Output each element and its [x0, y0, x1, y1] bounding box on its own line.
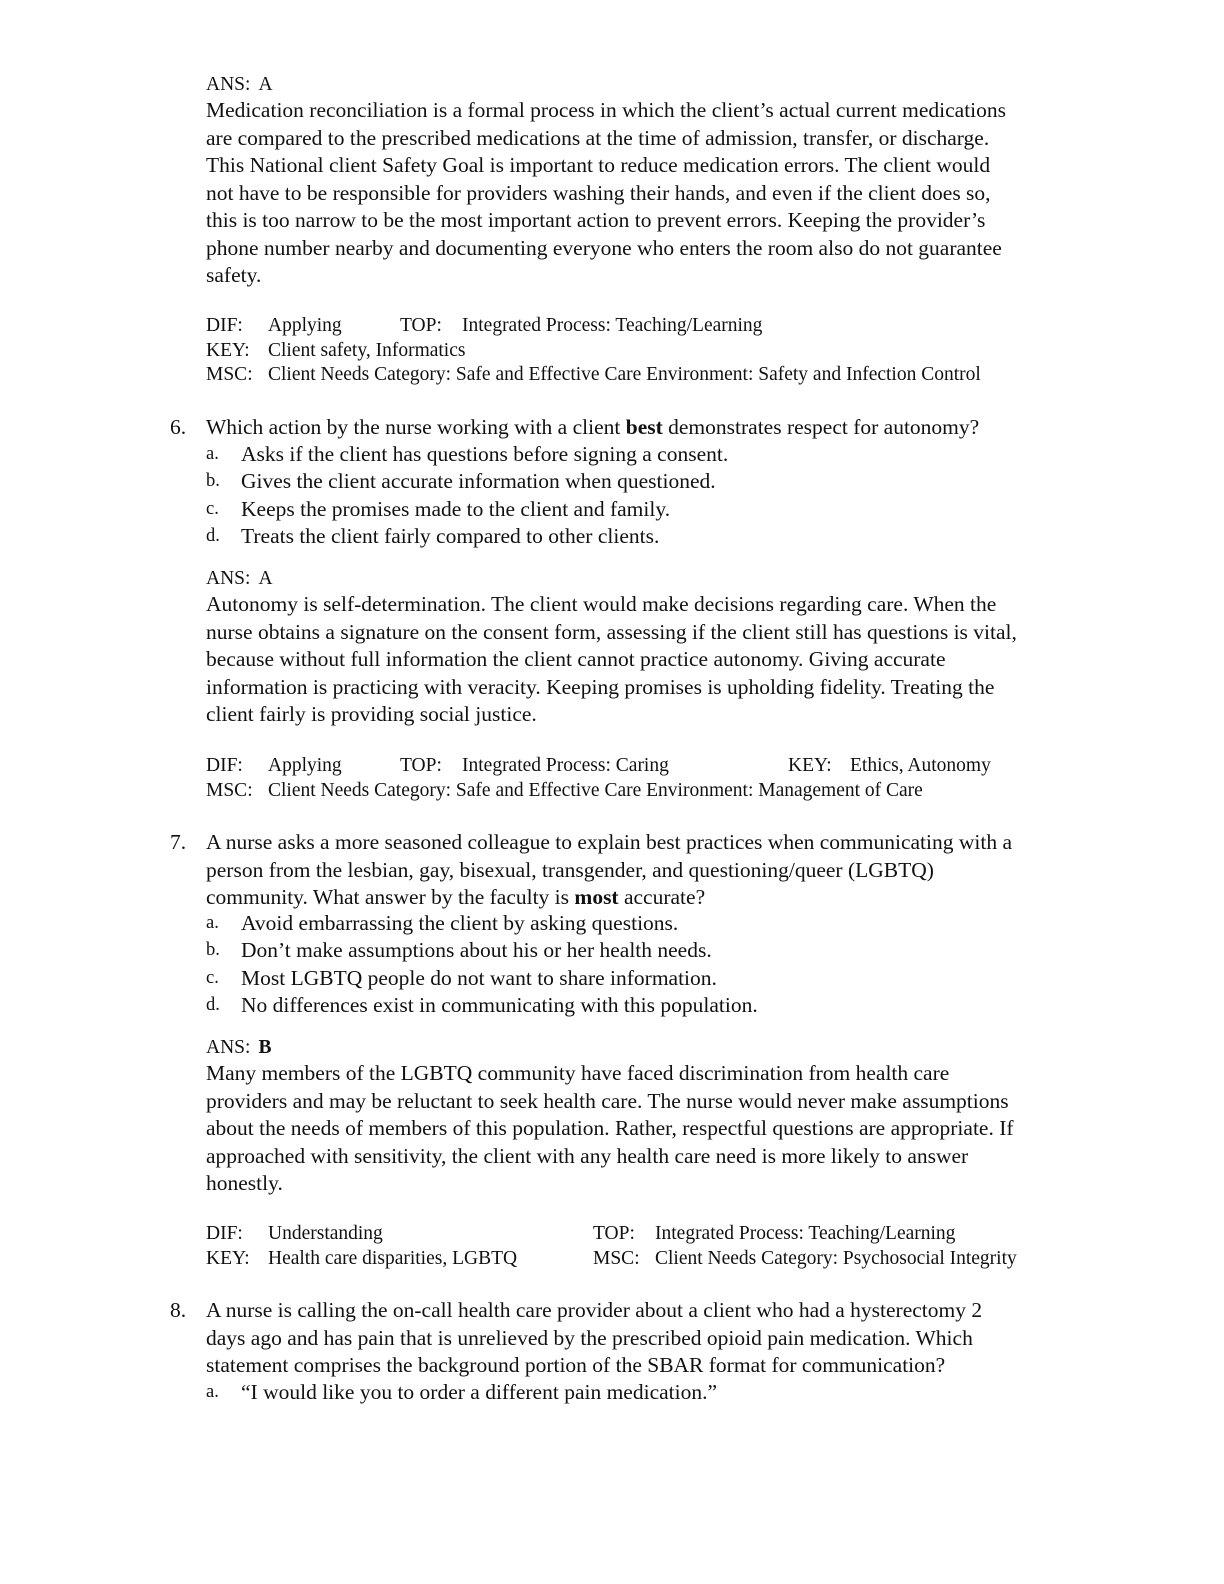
rationale-line: client fairly is providing social justice. [206, 702, 537, 726]
dif-value: Applying [268, 755, 342, 776]
stem-line: days ago and has pain that is unrelieved by the prescribed opioid pain medication. Which [206, 1325, 973, 1350]
stem-line: A nurse is calling the on-call health care provider about a client who had a hysterectomy 2 [206, 1298, 983, 1322]
option-text: Gives the client accurate information when questioned. [241, 469, 716, 493]
rationale-line: honestly. [206, 1171, 283, 1195]
metadata-row-key-msc [206, 1247, 1126, 1272]
stem-emphasis: most [574, 885, 619, 909]
key-label: KEY: [788, 755, 832, 776]
metadata-row-key [206, 339, 1126, 364]
option-text: Don’t make assumptions about his or her health needs. [241, 938, 712, 962]
stem-emphasis: best [625, 415, 663, 439]
stem-text: accurate? [618, 885, 706, 909]
question-number: 7. [170, 830, 187, 854]
stem-line: statement comprises the background portion of the SBAR format for communication? [206, 1353, 946, 1377]
answer-label-q7 [206, 1036, 271, 1060]
option-letter: c. [206, 968, 219, 988]
answer-value: B [258, 1037, 272, 1058]
rationale-line: information is practicing with veracity. Keeping promises is upholding fidelity. Treating the [206, 674, 995, 699]
option-letter: c. [206, 499, 219, 519]
option-letter: a. [206, 913, 219, 933]
rationale-line: because without full information the client cannot practice autonomy. Giving accurate [206, 647, 946, 671]
answer-label-q6 [206, 567, 273, 591]
question-stem [206, 414, 1126, 442]
metadata-row-dif-top-key [206, 754, 1126, 779]
rationale-line: Many members of the LGBTQ community have faced discrimination from health care [206, 1061, 950, 1085]
metadata-q5 [206, 314, 1126, 388]
question-number: 6. [170, 415, 187, 439]
rationale-line: providers and may be reluctant to seek health care. The nurse would never make assumptions [206, 1088, 1009, 1113]
option-letter: b. [206, 471, 220, 491]
option-text: Most LGBTQ people do not want to share information. [241, 966, 717, 990]
dif-label: DIF: [206, 1223, 243, 1244]
key-label: KEY: [206, 339, 250, 361]
answer-label-q5 [206, 73, 273, 97]
top-value: Integrated Process: Caring [462, 755, 669, 776]
option-text: Treats the client fairly compared to other clients. [241, 524, 660, 548]
stem-line [206, 884, 1126, 912]
msc-label: MSC: [206, 364, 253, 385]
option-c [0, 496, 1224, 524]
answer-value: A [258, 74, 273, 95]
metadata-q7 [206, 1222, 1126, 1271]
answer-label-text: ANS: [206, 568, 251, 589]
rationale-line: approached with sensitivity, the client with any health care need is more likely to answer [206, 1143, 969, 1168]
rationale-line: this is too narrow to be the most important action to prevent errors. Keeping the provider’s [206, 208, 986, 232]
rationale-line: phone number nearby and documenting everyone who enters the room also do not guarantee [206, 235, 1002, 260]
top-value: Integrated Process: Teaching/Learning [462, 315, 763, 336]
option-c [0, 965, 1224, 993]
rationale-line: are compared to the prescribed medications at the time of admission, transfer, or discharge. [206, 125, 990, 150]
metadata-row-dif-top [206, 1222, 1126, 1247]
stem-text: community. What answer by the faculty is [206, 885, 575, 909]
key-label: KEY: [206, 1247, 250, 1269]
metadata-row-dif-top [206, 314, 1126, 339]
option-text: Avoid embarrassing the client by asking questions. [241, 911, 679, 935]
top-label: TOP: [400, 315, 442, 336]
dif-value: Understanding [268, 1223, 383, 1244]
key-value: Client safety, Informatics [268, 339, 466, 361]
metadata-row-msc [206, 779, 1126, 804]
rationale-q7 [206, 1060, 1126, 1198]
rationale-line: Medication reconciliation is a formal process in which the client’s actual current medications [206, 98, 1007, 122]
rationale-q5 [206, 97, 1126, 290]
stem-text: Which action by the nurse working with a client [206, 415, 626, 439]
msc-label: MSC: [593, 1247, 640, 1269]
option-d [0, 992, 1224, 1020]
rationale-line: safety. [206, 263, 262, 287]
rationale-line: not have to be responsible for providers washing their hands, and even if the client does so, [206, 180, 991, 205]
question-number: 8. [170, 1298, 187, 1322]
option-text: Asks if the client has questions before signing a consent. [241, 442, 729, 466]
option-b [0, 937, 1224, 965]
top-label: TOP: [593, 1223, 635, 1244]
question-stem [206, 1297, 1126, 1380]
option-a [0, 441, 1224, 469]
option-text: “I would like you to order a different pain medication.” [241, 1380, 718, 1404]
option-a [0, 1379, 1224, 1407]
answer-label-text: ANS: [206, 74, 251, 95]
msc-label: MSC: [206, 779, 253, 801]
answer-label-text: ANS: [206, 1037, 251, 1058]
top-value: Integrated Process: Teaching/Learning [655, 1223, 956, 1244]
metadata-q6 [206, 754, 1126, 803]
option-letter: d. [206, 995, 220, 1015]
option-letter: a. [206, 1382, 219, 1402]
answer-value: A [258, 568, 273, 589]
msc-value: Client Needs Category: Safe and Effective Care Environment: Safety and Infection Control [268, 364, 981, 385]
rationale-line: nurse obtains a signature on the consent form, assessing if the client still has questions is vital, [206, 619, 1017, 644]
key-value: Health care disparities, LGBTQ [268, 1247, 518, 1269]
question-stem [206, 829, 1126, 912]
option-text: No differences exist in communicating with this population. [241, 993, 758, 1017]
dif-label: DIF: [206, 755, 243, 776]
dif-value: Applying [268, 315, 342, 336]
option-letter: a. [206, 444, 219, 464]
msc-value: Client Needs Category: Safe and Effective Care Environment: Management of Care [268, 779, 923, 801]
top-label: TOP: [400, 755, 442, 776]
msc-value: Client Needs Category: Psychosocial Integrity [655, 1247, 1017, 1269]
stem-line: person from the lesbian, gay, bisexual, transgender, and questioning/queer (LGBTQ) [206, 857, 934, 882]
option-a [0, 910, 1224, 938]
stem-line: A nurse asks a more seasoned colleague to explain best practices when communicating with a [206, 830, 1012, 854]
stem-text: demonstrates respect for autonomy? [662, 415, 980, 439]
metadata-row-msc [206, 363, 1126, 388]
option-d [0, 523, 1224, 551]
key-value: Ethics, Autonomy [850, 755, 991, 776]
option-letter: d. [206, 526, 220, 546]
option-b [0, 468, 1224, 496]
rationale-line: about the needs of members of this population. Rather, respectful questions are appropriate. If [206, 1116, 1014, 1140]
option-text: Keeps the promises made to the client and family. [241, 497, 671, 521]
rationale-line: Autonomy is self-determination. The client would make decisions regarding care. When the [206, 592, 997, 616]
dif-label: DIF: [206, 315, 243, 336]
rationale-line: This National client Safety Goal is important to reduce medication errors. The client would [206, 153, 991, 177]
rationale-q6 [206, 591, 1126, 729]
option-letter: b. [206, 940, 220, 960]
